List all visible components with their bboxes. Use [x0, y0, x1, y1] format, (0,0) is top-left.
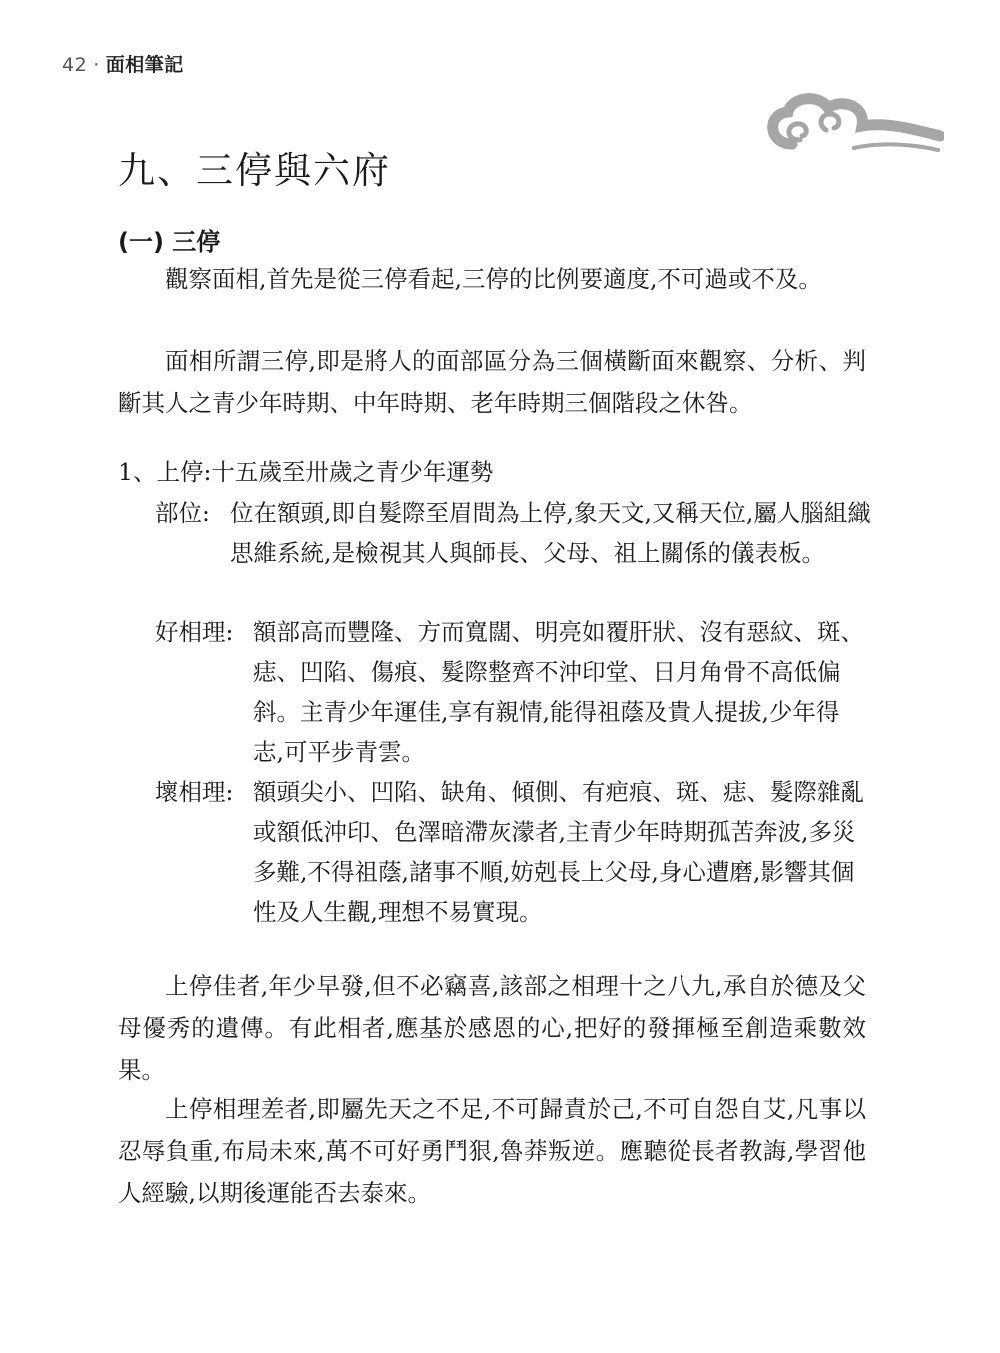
chapter-title: 九、三停與六府: [118, 149, 391, 192]
definition-text: 位在額頭,即自髮際至眉間為上停,象天文,又稱天位,屬人腦組織思維系統,是檢視其人與師長、父母、祖上關係的儀表板。: [230, 499, 871, 567]
paragraph-good-upper: [118, 965, 866, 1091]
paragraph-intro: [118, 258, 866, 300]
paragraph-text: 上停相理差者,即屬先天之不足,不可歸責於己,不可自怨自艾,凡事以忍辱負重,布局未來,萬不可好勇鬥狠,魯莽叛逆。應聽從長者教誨,學習他人經驗,以期後運能否去泰來。: [118, 1095, 866, 1207]
paragraph-text: 面相所謂三停,即是將人的面部區分為三個橫斷面來觀察、分析、判斷其人之青少年時期、中年時期、老年時期三個階段之休咎。: [118, 347, 866, 417]
definition-term: 好相理:: [155, 618, 234, 646]
definition-text: 額頭尖小、凹陷、缺角、傾側、有疤痕、斑、痣、髮際雜亂或額低沖印、色澤暗滯灰濛者,主青少年時期孤苦奔波,多災多難,不得祖蔭,諸事不順,妨剋長上父母,身心遭磨,影響其個性及人生觀,理想不易實現。: [253, 778, 864, 926]
definition-text: 額部高而豐隆、方而寬闊、明亮如覆肝狀、沒有惡紋、斑、痣、凹陷、傷痕、髮際整齊不沖印堂、日月角骨不高低偏斜。主青少年運佳,享有親情,能得祖蔭及貴人提拔,少年得志,可平步青雲。: [253, 618, 864, 766]
book-title: 面相筆記: [105, 54, 184, 76]
cloud-ornament-icon: [762, 92, 944, 160]
paragraph-text: 觀察面相,首先是從三停看起,三停的比例要適度,不可過或不及。: [165, 265, 822, 293]
list-item-heading: 1、上停:十五歲至卅歲之青少年運勢: [118, 458, 494, 486]
section-heading: (一) 三停: [118, 228, 221, 256]
page-number: 42: [62, 54, 88, 76]
paragraph-definition: [118, 340, 866, 424]
definition-term: 壞相理:: [155, 778, 234, 806]
definition-term: 部位:: [155, 499, 210, 527]
running-header: [62, 50, 184, 77]
header-separator: ·: [93, 54, 100, 76]
paragraph-text: 上停佳者,年少早發,但不必竊喜,該部之相理十之八九,承自於德及父母優秀的遺傳。有此相者,應基於感恩的心,把好的發揮極至創造乘數效果。: [118, 972, 866, 1084]
paragraph-poor-upper: [118, 1088, 866, 1214]
